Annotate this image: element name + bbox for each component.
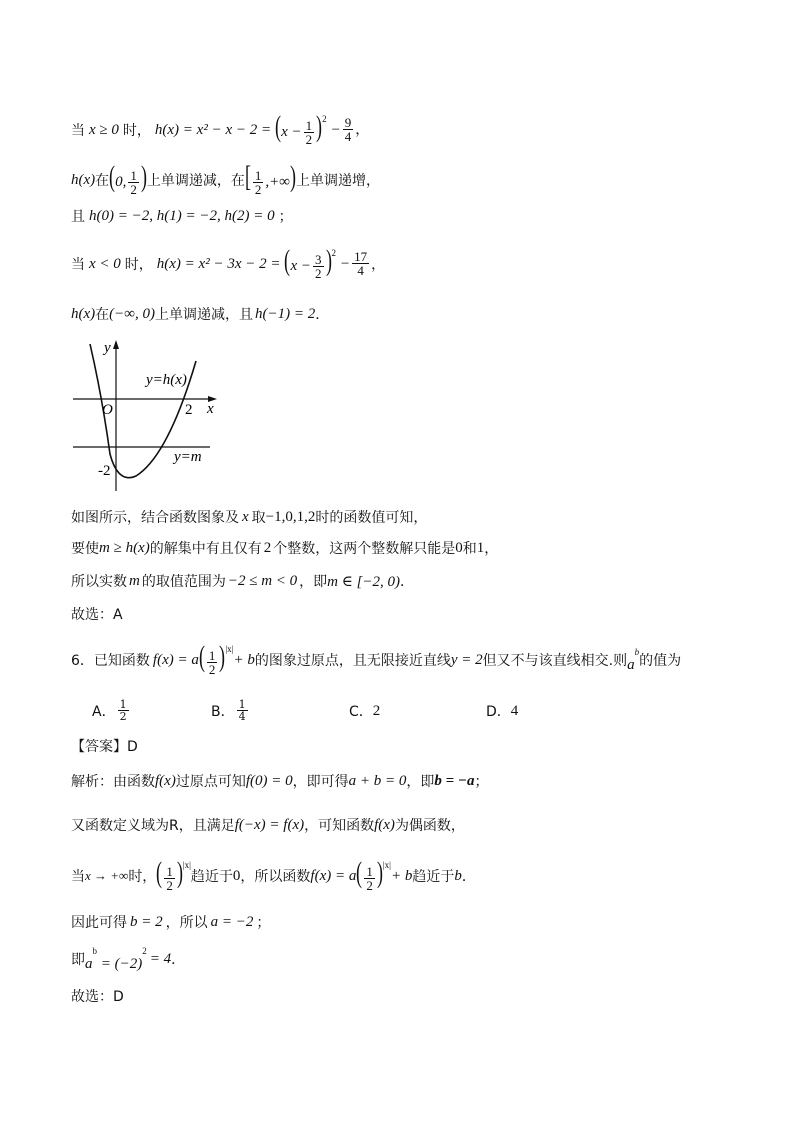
solution-line-2: 又函数定义域为R，且满足 f(−x) = f(x) ，可知函数 f(x) 为偶函数， bbox=[71, 816, 465, 834]
line-1: 当 x ≥ 0 时， h(x) = x² − x − 2 = (x − $\frac{1}{2}$ )$^2$ − $\frac{9}{4}$ ， bbox=[71, 110, 370, 148]
line-6: 如图所示，结合函数图象及 x 取 −1,0,1,2 时的函数值可知， bbox=[71, 508, 428, 526]
option-c[interactable]: C． 2 bbox=[349, 702, 381, 720]
x-axis-label: x bbox=[207, 401, 214, 417]
completed-square-1: (x − $\frac{1}{2}$ )$^2$ bbox=[275, 110, 327, 148]
tick-2: 2 bbox=[185, 402, 193, 418]
question-6: 6．已知函数 f(x) = a ( $\frac{1}{2}$ )$^{|x|}$ + b 的图象过原点，且无限接近直线 y = 2 但又不与该直线相交.则 $a^b$ 的值为 bbox=[71, 640, 682, 678]
y-axis-label: y bbox=[104, 340, 111, 356]
option-b[interactable]: B． $\frac{1}{4}$ bbox=[211, 697, 246, 724]
line-3: 且 h(0) = −2, h(1) = −2, h(2) = 0 ； bbox=[71, 207, 293, 225]
interval-half-inf: [ $\frac{1}{2}$ ,+∞) bbox=[244, 160, 296, 198]
line-9: 故选：A bbox=[71, 607, 123, 623]
a-pow-b: $a^b$ bbox=[627, 646, 640, 673]
line-label: y=m bbox=[174, 449, 202, 465]
line-7: 要使 m ≥ h(x) 的解集中有且仅有 2 个整数，这两个整数解只能是 0 和 1 ， bbox=[71, 539, 499, 557]
half-abs-x-3: ( $\frac{1}{2}$ )$^{|x|}$ bbox=[356, 856, 391, 894]
answer-label: 【答案】D bbox=[71, 739, 138, 755]
line-2: h(x) 在 (0, $\frac{1}{2}$ ) 上单调递减，在 [ $\frac{1}{2}$ ,+∞) 上单调递增， bbox=[71, 160, 380, 198]
minus-nine-quarters: − $\frac{9}{4}$ ， bbox=[330, 114, 370, 145]
line-8: 所以实数 m 的取值范围为 −2 ≤ m < 0 ，即 m ∈ [−2, 0) ． bbox=[71, 572, 415, 590]
origin-label: O bbox=[102, 402, 113, 418]
y-axis-arrow bbox=[113, 340, 119, 349]
solution-line-3: 当 x → +∞ 时， ( $\frac{1}{2}$ )$^{|x|}$ 趋近于 0 ，所以函数 f(x) = a ( $\frac{1}{2}$ )$^{|x|}$ + b 趋近于 b ． bbox=[71, 856, 476, 894]
function-graph bbox=[68, 336, 228, 496]
option-a[interactable]: A． $\frac{1}{2}$ bbox=[92, 697, 127, 724]
interval-0-half: (0, $\frac{1}{2}$ ) bbox=[109, 160, 147, 198]
completed-square-2: (x − $\frac{3}{2}$ )$^2$ bbox=[284, 244, 337, 282]
line-5: h(x) 在 (−∞, 0) 上单调递减，且 h(−1) = 2 ． bbox=[71, 305, 330, 323]
solution-conclusion: 故选：D bbox=[71, 989, 124, 1005]
line-4: 当 x < 0 时， h(x) = x² − 3x − 2 = (x − $\frac{3}{2}$ )$^2$ − $\frac{17}{4}$ ， bbox=[71, 244, 386, 282]
half-abs-x: ( $\frac{1}{2}$ )$^{|x|}$ bbox=[198, 640, 234, 678]
half-abs-x-2: ( $\frac{1}{2}$ )$^{|x|}$ bbox=[156, 856, 191, 894]
tick-neg2: -2 bbox=[98, 463, 111, 479]
solution-line-5: 即 $a^b = (-2)^2$ = 4 ． bbox=[71, 945, 186, 972]
solution-line-4: 因此可得 b = 2 ，所以 a = −2 ； bbox=[71, 913, 271, 931]
solution-line-1: 解析：由函数 f(x) 过原点可知 f(0) = 0 ，即可得 a + b = 0 ，即 b = −a ； bbox=[71, 772, 489, 790]
option-d[interactable]: D． 4 bbox=[486, 702, 519, 720]
curve-label: y=h(x) bbox=[146, 372, 187, 388]
minus-seventeen-quarters: − $\frac{17}{4}$ bbox=[340, 248, 368, 279]
a-pow-b-2: $a^b = (-2)^2$ bbox=[85, 945, 147, 972]
